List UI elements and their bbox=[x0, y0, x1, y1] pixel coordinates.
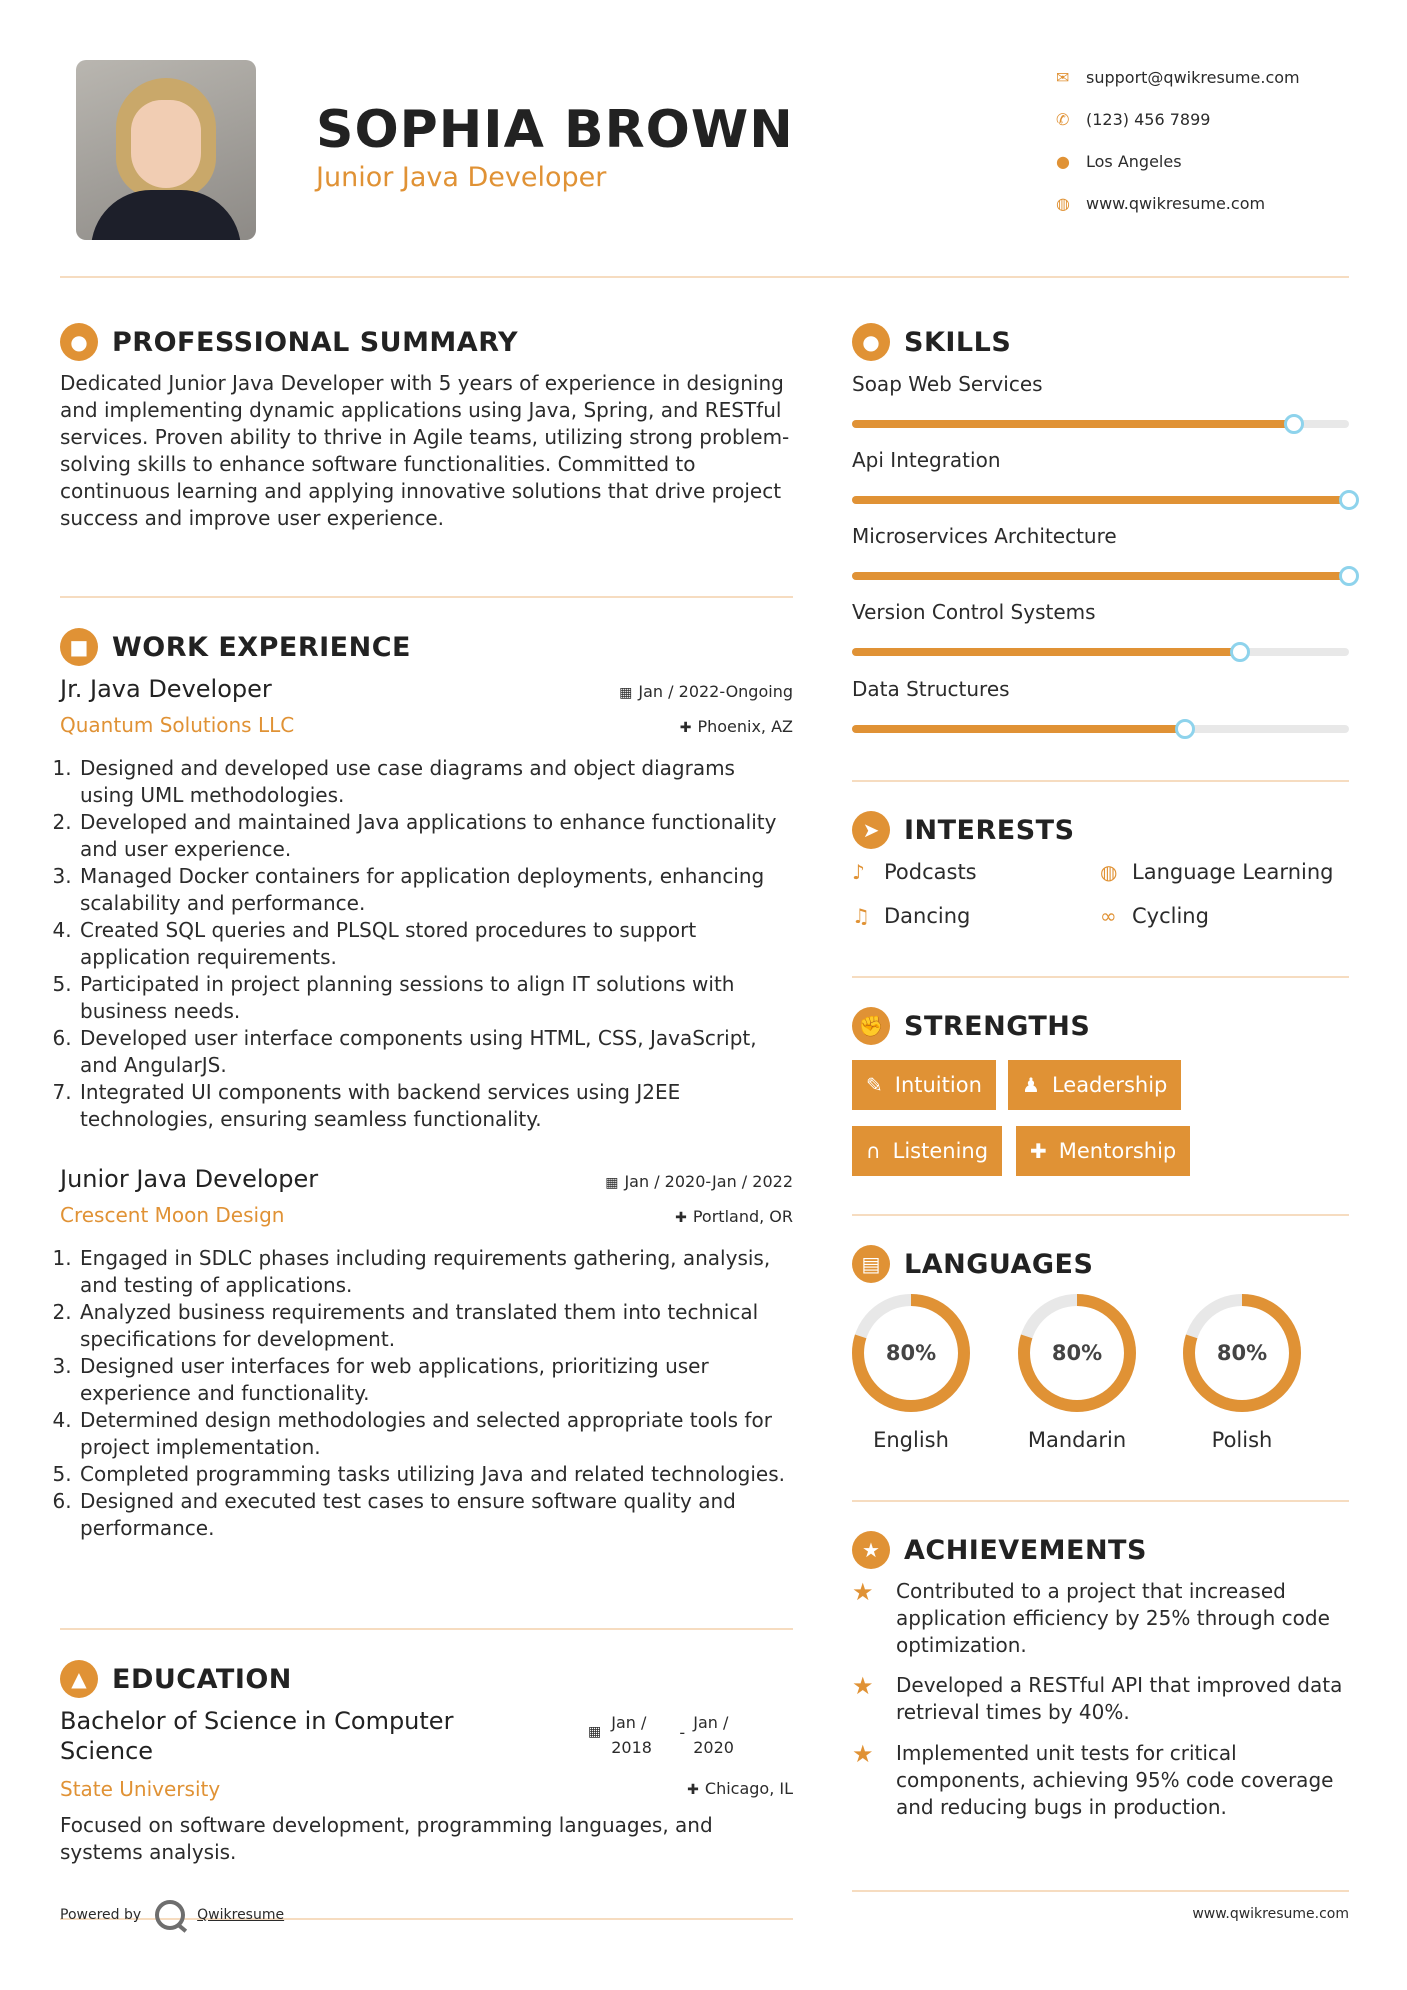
strength-badge: ∩ Listening bbox=[852, 1126, 1002, 1176]
briefcase-icon: ■ bbox=[60, 628, 98, 666]
user-plus-icon: ✚ bbox=[1030, 1139, 1047, 1163]
contact-location bbox=[1056, 140, 1300, 182]
star-icon: ★ bbox=[852, 1578, 874, 1606]
list-item: 7. Integrated UI components with backend services using J2EE technologies, ensuring seamless functionality. bbox=[78, 1079, 793, 1133]
job-title: Junior Java Developer bbox=[60, 1165, 319, 1193]
job-company: Quantum Solutions LLC bbox=[60, 713, 295, 737]
globe-icon: ◍ bbox=[1056, 193, 1070, 213]
skill-slider-knob bbox=[1339, 490, 1359, 510]
languages-heading: ▤ LANGUAGES bbox=[852, 1245, 1093, 1283]
interests-divider bbox=[852, 976, 1349, 978]
candidate-name: SOPHIA BROWN bbox=[316, 100, 794, 160]
list-item: 3. Designed user interfaces for web applications, prioritizing user experience and functionality. bbox=[78, 1353, 793, 1407]
footer-website-link[interactable]: www.qwikresume.com bbox=[1192, 1906, 1349, 1922]
list-item: 1. Designed and developed use case diagrams and object diagrams using UML methodologies. bbox=[78, 755, 793, 809]
strengths-heading: ✊ STRENGTHS bbox=[852, 1007, 1090, 1045]
powered-by: Powered by Qwikresume bbox=[60, 1900, 284, 1930]
job-company: Crescent Moon Design bbox=[60, 1203, 285, 1227]
pin-icon: ✚ bbox=[675, 1210, 687, 1226]
fist-icon: ✊ bbox=[852, 1007, 890, 1045]
experience-divider bbox=[60, 1628, 793, 1630]
languages-divider bbox=[852, 1500, 1349, 1502]
pin-icon: ✚ bbox=[679, 720, 692, 736]
skill-slider-knob bbox=[1230, 642, 1250, 662]
contact-website[interactable] bbox=[1056, 182, 1300, 224]
list-item: 3. Managed Docker containers for application deployments, enhancing scalability and performance. bbox=[78, 863, 793, 917]
music-note-icon: ♫ bbox=[852, 904, 870, 928]
interest-item: ♫ Dancing bbox=[852, 904, 971, 928]
skill-slider-knob bbox=[1175, 719, 1195, 739]
strength-badge: ✎ Intuition bbox=[852, 1060, 996, 1110]
education-description: Focused on software development, programming languages, and systems analysis. bbox=[60, 1813, 713, 1864]
strength-badge: ♟ Leadership bbox=[1008, 1060, 1181, 1110]
contact-phone-text: (123) 456 7899 bbox=[1086, 109, 1211, 129]
job-dates: ▦ Jan / 2022-Ongoing bbox=[619, 682, 793, 701]
language-percent: 80% bbox=[1216, 1341, 1268, 1365]
calendar-icon: ▦ bbox=[605, 1175, 619, 1191]
language-item bbox=[850, 1292, 972, 1452]
job-entry bbox=[60, 675, 793, 1133]
education-location: ✚ Chicago, IL bbox=[687, 1779, 793, 1798]
language-name: Polish bbox=[1211, 1428, 1273, 1452]
header-divider bbox=[60, 276, 1349, 278]
lightbulb-icon: ● bbox=[852, 323, 890, 361]
interest-item: ♪ Podcasts bbox=[852, 860, 977, 884]
headphones-icon: ∩ bbox=[866, 1139, 881, 1163]
skill-slider-knob bbox=[1284, 414, 1304, 434]
footer-divider-right bbox=[852, 1890, 1349, 1892]
magic-wand-icon: ✎ bbox=[866, 1073, 883, 1097]
language-percent: 80% bbox=[1051, 1341, 1103, 1365]
skills-heading: ● SKILLS bbox=[852, 323, 1011, 361]
qwikresume-logo-icon bbox=[155, 1900, 185, 1930]
education-heading: ▲ EDUCATION bbox=[60, 1660, 292, 1698]
contact-email-text: support@qwikresume.com bbox=[1086, 67, 1300, 87]
contact-location-text: Los Angeles bbox=[1086, 151, 1182, 171]
skill-slider-knob bbox=[1339, 566, 1359, 586]
job-title: Jr. Java Developer bbox=[60, 675, 272, 703]
contact-email[interactable] bbox=[1056, 56, 1300, 98]
contact-website-text: www.qwikresume.com bbox=[1086, 193, 1266, 213]
bicycle-icon: ∞ bbox=[1100, 904, 1117, 928]
job-dates: ▦ Jan / 2020-Jan / 2022 bbox=[605, 1172, 793, 1191]
skill-item: Version Control Systems bbox=[852, 600, 1349, 656]
graduation-icon: ▲ bbox=[60, 1660, 98, 1698]
language-name: English bbox=[873, 1428, 949, 1452]
job-location: ✚ Portland, OR bbox=[675, 1207, 793, 1226]
education-degree: Bachelor of Science in Computer Science bbox=[60, 1707, 454, 1765]
interest-item: ∞ Cycling bbox=[1100, 904, 1209, 928]
skill-bar bbox=[852, 572, 1349, 580]
summary-text: Dedicated Junior Java Developer with 5 years of experience in designing and implementing dynamic applications using Java, Spring, and RESTful services. Proven ability to thrive in Agile teams, utilizing strong problem-solving skills to enhance software functionalities. Committed to continuous learning and applying innovative solutions that drive project success and improve user experience. bbox=[60, 371, 790, 530]
skill-bar bbox=[852, 725, 1349, 733]
summary-divider bbox=[60, 596, 793, 598]
map-pin-icon: ● bbox=[1056, 151, 1070, 171]
profile-photo bbox=[76, 60, 256, 240]
list-item: 6. Designed and executed test cases to ensure software quality and performance. bbox=[78, 1488, 793, 1542]
star-icon: ★ bbox=[852, 1740, 874, 1768]
language-item bbox=[1181, 1292, 1303, 1452]
job-bullets bbox=[60, 755, 793, 1133]
skill-bar bbox=[852, 496, 1349, 504]
language-name: Mandarin bbox=[1027, 1428, 1127, 1452]
calendar-icon: ▦ bbox=[588, 1724, 602, 1740]
phone-icon: ✆ bbox=[1056, 109, 1070, 129]
qwikresume-link[interactable]: Qwikresume bbox=[197, 1907, 285, 1923]
star-badge-icon: ★ bbox=[852, 1531, 890, 1569]
achievement-item: ★ Contributed to a project that increased application efficiency by 25% through code optimization. bbox=[852, 1578, 1330, 1657]
star-icon: ★ bbox=[852, 1672, 874, 1700]
list-item: 2. Developed and maintained Java applications to enhance functionality and user experience. bbox=[78, 809, 793, 863]
user-icon: ● bbox=[60, 323, 98, 361]
summary-heading: ● PROFESSIONAL SUMMARY bbox=[60, 323, 518, 361]
job-bullets bbox=[60, 1245, 793, 1542]
globe-icon: ◍ bbox=[1100, 860, 1118, 884]
pin-icon: ✚ bbox=[687, 1782, 699, 1798]
list-item: 2. Analyzed business requirements and translated them into technical specifications for development. bbox=[78, 1299, 793, 1353]
list-item: 5. Completed programming tasks utilizing Java and related technologies. bbox=[78, 1461, 793, 1488]
list-item: 4. Created SQL queries and PLSQL stored procedures to support application requirements. bbox=[78, 917, 793, 971]
education-dates: ▦ Jan / 2018 - Jan / 2020 bbox=[588, 1710, 753, 1760]
skill-bar bbox=[852, 420, 1349, 428]
skill-bar bbox=[852, 648, 1349, 656]
list-item: 5. Participated in project planning sessions to align IT solutions with business needs. bbox=[78, 971, 793, 1025]
paper-plane-icon: ➤ bbox=[852, 811, 890, 849]
skill-item: Microservices Architecture bbox=[852, 524, 1349, 580]
language-item bbox=[1016, 1292, 1138, 1452]
microphone-icon: ♪ bbox=[852, 860, 865, 884]
achievement-item: ★ Implemented unit tests for critical components, achieving 95% code coverage and reducing bugs in production. bbox=[852, 1740, 1334, 1819]
strength-badge: ✚ Mentorship bbox=[1016, 1126, 1190, 1176]
achievements-heading: ★ ACHIEVEMENTS bbox=[852, 1531, 1147, 1569]
experience-heading: ■ WORK EXPERIENCE bbox=[60, 628, 411, 666]
list-item: 4. Determined design methodologies and selected appropriate tools for project implementation. bbox=[78, 1407, 793, 1461]
job-location: ✚ Phoenix, AZ bbox=[679, 717, 793, 736]
language-icon: ▤ bbox=[852, 1245, 890, 1283]
skill-item: Soap Web Services bbox=[852, 372, 1349, 428]
job-entry bbox=[60, 1165, 793, 1542]
language-percent: 80% bbox=[885, 1341, 937, 1365]
list-item: 1. Engaged in SDLC phases including requirements gathering, analysis, and testing of applications. bbox=[78, 1245, 793, 1299]
contact-phone[interactable] bbox=[1056, 98, 1300, 140]
users-icon: ♟ bbox=[1022, 1073, 1040, 1097]
candidate-title: Junior Java Developer bbox=[316, 162, 607, 193]
contact-list bbox=[1056, 56, 1300, 224]
skill-item: Api Integration bbox=[852, 448, 1349, 504]
interests-heading: ➤ INTERESTS bbox=[852, 811, 1075, 849]
envelope-icon: ✉ bbox=[1056, 67, 1070, 87]
interest-item: ◍ Language Learning bbox=[1100, 860, 1334, 884]
strengths-divider bbox=[852, 1214, 1349, 1216]
achievement-item: ★ Developed a RESTful API that improved data retrieval times by 40%. bbox=[852, 1672, 1343, 1724]
list-item: 6. Developed user interface components using HTML, CSS, JavaScript, and AngularJS. bbox=[78, 1025, 793, 1079]
skills-divider bbox=[852, 780, 1349, 782]
calendar-icon: ▦ bbox=[619, 685, 633, 701]
skill-item: Data Structures bbox=[852, 677, 1349, 733]
education-school: State University bbox=[60, 1777, 221, 1801]
